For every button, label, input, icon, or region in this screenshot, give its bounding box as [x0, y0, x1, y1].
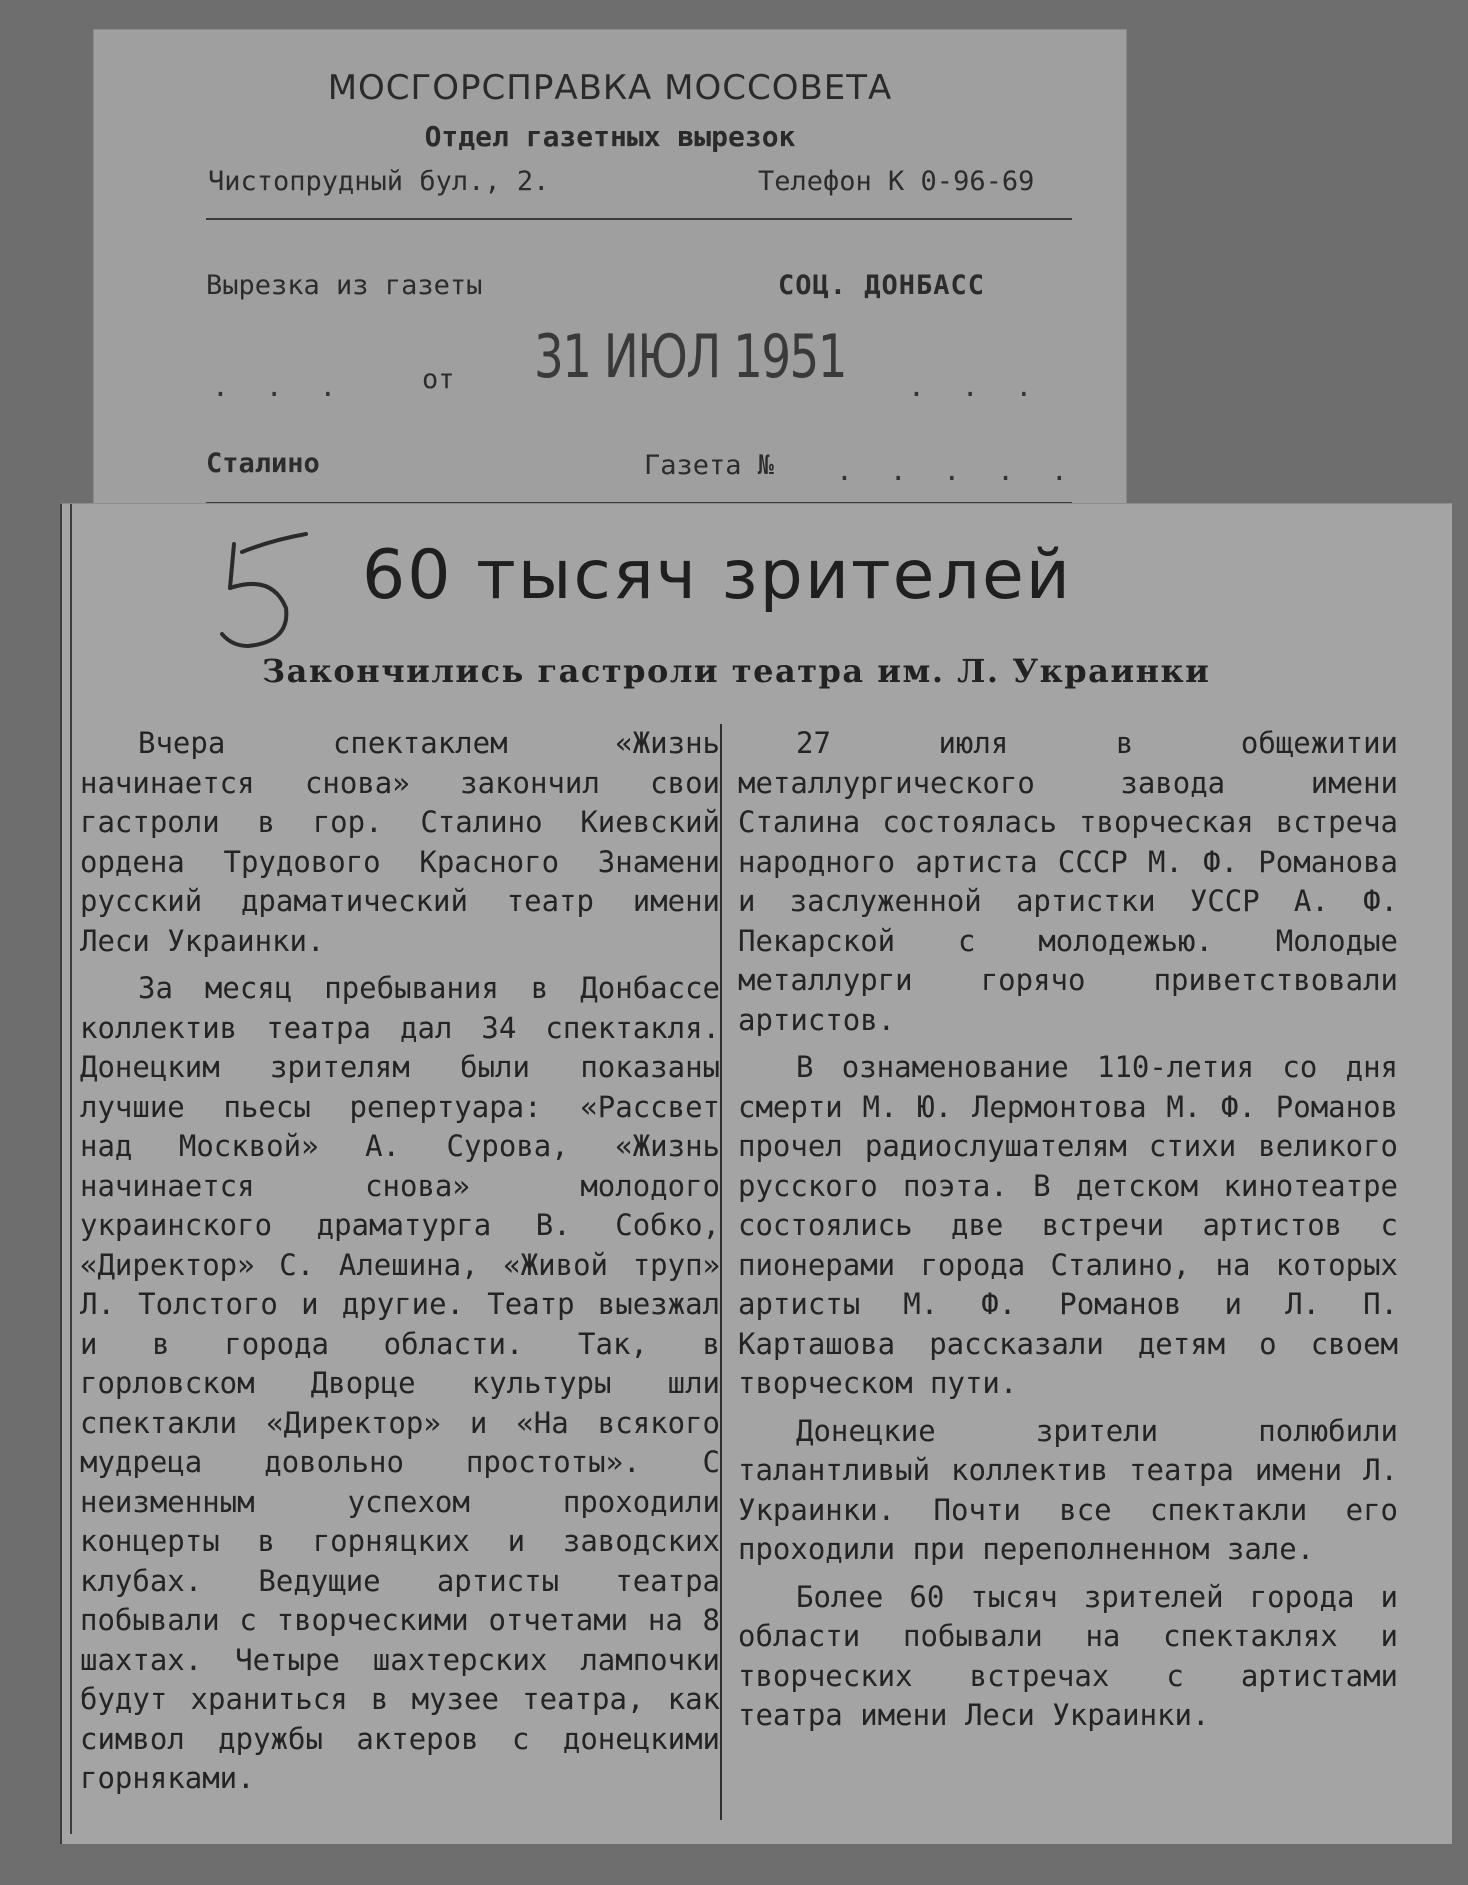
- article-column-right: [738, 724, 1398, 1744]
- leader-dots: . . .: [908, 370, 1043, 403]
- date-stamp: 31 ИЮЛ 1951: [534, 322, 846, 392]
- department-name: Отдел газетных вырезок: [424, 120, 796, 153]
- newspaper-clipping: [62, 504, 1452, 1844]
- gazette-number-label: Газета №: [644, 450, 775, 481]
- leader-dots: . . . . .: [836, 454, 1078, 487]
- clipping-from-label: Вырезка из газеты: [206, 270, 483, 301]
- clipping-edge: [70, 504, 72, 1834]
- handwritten-page-number-icon: [202, 524, 312, 654]
- subheadline: Закончились гастроли театра им. Л. Украинки: [262, 652, 1211, 690]
- clipping-service-label: [94, 30, 1126, 530]
- paragraph: За месяц пребывания в Донбассе коллектив театра дал 34 спектакля. Донецким зрителям были показаны лучшие пьесы репертуара: «Рассвет над Москвой» А. Сурова, «Жизнь начинается снова» молодого украинского драматурга В. Собко, «Директор» С. Алешина, «Живой труп» Л. Толстого и другие. Театр выезжал и в города области. Так, в горловском Дворце культуры шли спектакли «Директор» и «На всякого мудреца довольно простоты». С неизменным успехом проходили концерты в горняцких и заводских клубах. Ведущие артисты театра побывали с творческими отчетами на 8 шахтах. Четыре шахтерских лампочки будут храниться в музее театра, как символ дружбы актеров с донецкими горняками.: [80, 971, 720, 1795]
- agency-phone: Телефон К 0-96-69: [758, 166, 1035, 197]
- paragraph: 27 июля в общежитии металлургического завода имени Сталина состоялась творческая встреча народного артиста СССР М. Ф. Романова и заслуженной артистки УССР А. Ф. Пекарской с молодежью. Молодые металлурги горячо приветствовали артистов.: [738, 726, 1398, 1037]
- column-rule: [720, 724, 722, 1820]
- paragraph: Вчера спектаклем «Жизнь начинается снова» закончил свои гастроли в гор. Сталино Киевский ордена Трудового Красного Знамени русский драматический театр имени Леси Украинки.: [80, 726, 720, 958]
- article-column-left: [80, 724, 720, 1807]
- city-name: Сталино: [206, 448, 320, 479]
- paragraph: Более 60 тысяч зрителей города и области побывали на спектаклях и творческих встречах с артистами театра имени Леси Украинки.: [738, 1579, 1398, 1732]
- paragraph: В ознаменование 110-летия со дня смерти М. Ю. Лермонтова М. Ф. Романов прочел радиослушателям стихи великого русского поэта. В детском кинотеатре состоялись две встречи артистов с пионерами города Сталино, на которых артисты М. Ф. Романов и Л. П. Карташова рассказали детям о своем творческом пути.: [738, 1050, 1398, 1400]
- newspaper-name: СОЦ. ДОНБАСС: [778, 270, 986, 301]
- date-prefix: от: [422, 364, 455, 395]
- leader-dots: . . .: [212, 370, 347, 403]
- headline: 60 тысяч зрителей: [362, 536, 1072, 615]
- label-divider: [206, 218, 1072, 220]
- agency-address: Чистопрудный бул., 2.: [208, 166, 550, 197]
- agency-title: МОСГОРСПРАВКА МОССОВЕТА: [327, 68, 893, 108]
- paragraph: Донецкие зрители полюбили талантливый коллектив театра имени Л. Украинки. Почти все спектакли его проходили при переполненном зале.: [738, 1413, 1398, 1566]
